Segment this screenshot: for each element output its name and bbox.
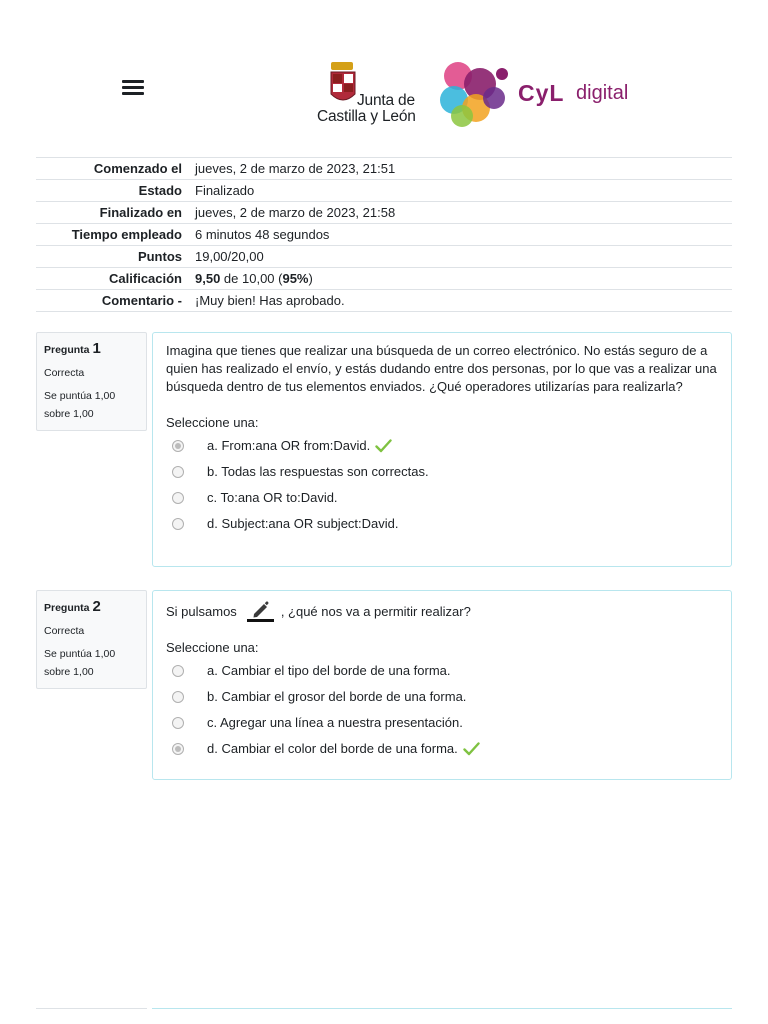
grade-value: [190, 268, 732, 290]
answer-option-d[interactable]: [166, 511, 718, 537]
grade-percent: 95%: [282, 271, 309, 286]
summary-value: 6 minutos 48 segundos: [195, 227, 330, 242]
question-text: Imagina que tienes que realizar una búsqueda de un correo electrónico. No estás seguro de a quien has realizado el envío, y estás dudando entre dos personas, por lo que vas a realizar una búsqueda dentro de tus elementos enviados. ¿Qué operadores utilizarías para realizarla?: [166, 343, 717, 394]
question-text: [166, 600, 718, 621]
grade-score: 9,50: [195, 271, 221, 286]
answer-label: b. Todas las respuestas son correctas.: [207, 464, 429, 479]
summary-row: [36, 246, 732, 268]
answer-option-c[interactable]: [166, 485, 718, 511]
question-number: 1: [92, 340, 101, 357]
answer-label: d. Cambiar el color del borde de una forma.: [207, 741, 458, 756]
summary-row: [36, 268, 732, 290]
correct-check-icon: [463, 742, 480, 756]
answer-option-d[interactable]: [166, 736, 718, 762]
question-text-before: Si pulsamos: [166, 604, 237, 619]
summary-row: [36, 158, 732, 180]
summary-row: [36, 202, 732, 224]
summary-label: Calificación: [109, 271, 182, 286]
next-question-info-edge: [36, 1008, 147, 1009]
question-label: Pregunta: [44, 602, 90, 614]
pencil-outline-color-icon: [245, 600, 275, 620]
summary-value: jueves, 2 de marzo de 2023, 21:51: [195, 161, 396, 176]
question-state: Correcta: [44, 625, 85, 637]
question-grade: Se puntúa 1,00 sobre 1,00: [44, 648, 116, 678]
select-prompt: Seleccione una:: [166, 415, 259, 430]
summary-label: Comentario -: [101, 293, 182, 308]
radio-unselected[interactable]: [172, 518, 184, 530]
summary-label: Comenzado el: [93, 161, 182, 176]
radio-selected[interactable]: [172, 743, 184, 755]
cyl-brand-text: CyL: [518, 80, 565, 106]
summary-label: Finalizado en: [99, 205, 182, 220]
cyl-digital-logo: [436, 58, 636, 130]
summary-label: Puntos: [137, 249, 182, 264]
answer-label: a. From:ana OR from:David.: [207, 438, 371, 453]
summary-row: [36, 290, 732, 312]
answer-list: [166, 433, 718, 537]
summary-label: Estado: [138, 183, 182, 198]
logo-line2: Castilla y León: [317, 108, 416, 125]
question-1-info: [36, 332, 147, 431]
question-1-content: [152, 332, 732, 567]
summary-label: Tiempo empleado: [71, 227, 182, 242]
page-header: [0, 0, 768, 150]
answer-option-a[interactable]: [166, 433, 718, 459]
answer-label: b. Cambiar el grosor del borde de una forma.: [207, 689, 467, 704]
answer-label: c. To:ana OR to:David.: [207, 490, 338, 505]
summary-row: [36, 224, 732, 246]
logo-line1: Junta de: [357, 92, 415, 109]
answer-list: [166, 658, 718, 762]
cyl-digital-text: digital: [576, 82, 629, 104]
radio-selected[interactable]: [172, 440, 184, 452]
select-prompt: Seleccione una:: [166, 640, 259, 655]
question-grade: Se puntúa 1,00 sobre 1,00: [44, 390, 116, 420]
question-number: 2: [92, 598, 101, 615]
next-question-content-edge: [152, 1008, 732, 1009]
junta-castilla-leon-logo: [315, 60, 430, 130]
answer-option-b[interactable]: [166, 459, 718, 485]
radio-unselected[interactable]: [172, 665, 184, 677]
summary-value: Finalizado: [195, 183, 255, 198]
answer-option-a[interactable]: [166, 658, 718, 684]
summary-value: 19,00/20,00: [195, 249, 264, 264]
summary-value: jueves, 2 de marzo de 2023, 21:58: [195, 205, 396, 220]
question-2-info: [36, 590, 147, 689]
question-text-after: , ¿qué nos va a permitir realizar?: [280, 604, 471, 619]
attempt-summary-table: [36, 157, 732, 312]
question-2-content: [152, 590, 732, 780]
grade-end: ): [308, 271, 313, 286]
question-state: Correcta: [44, 367, 85, 379]
radio-unselected[interactable]: [172, 717, 184, 729]
answer-label: c. Agregar una línea a nuestra presentación.: [207, 715, 463, 730]
question-label: Pregunta: [44, 344, 90, 356]
correct-check-icon: [375, 439, 392, 453]
radio-unselected[interactable]: [172, 492, 184, 504]
radio-unselected[interactable]: [172, 466, 184, 478]
cyl-map-icon: [436, 58, 516, 130]
feedback-value: ¡Muy bien! Has aprobado.: [195, 293, 345, 308]
summary-row: [36, 180, 732, 202]
answer-option-c[interactable]: [166, 710, 718, 736]
answer-label: d. Subject:ana OR subject:David.: [207, 516, 399, 531]
radio-unselected[interactable]: [172, 691, 184, 703]
hamburger-menu-icon[interactable]: [122, 80, 144, 98]
answer-option-b[interactable]: [166, 684, 718, 710]
answer-label: a. Cambiar el tipo del borde de una forma.: [207, 663, 451, 678]
grade-mid: de 10,00 (: [220, 271, 283, 286]
